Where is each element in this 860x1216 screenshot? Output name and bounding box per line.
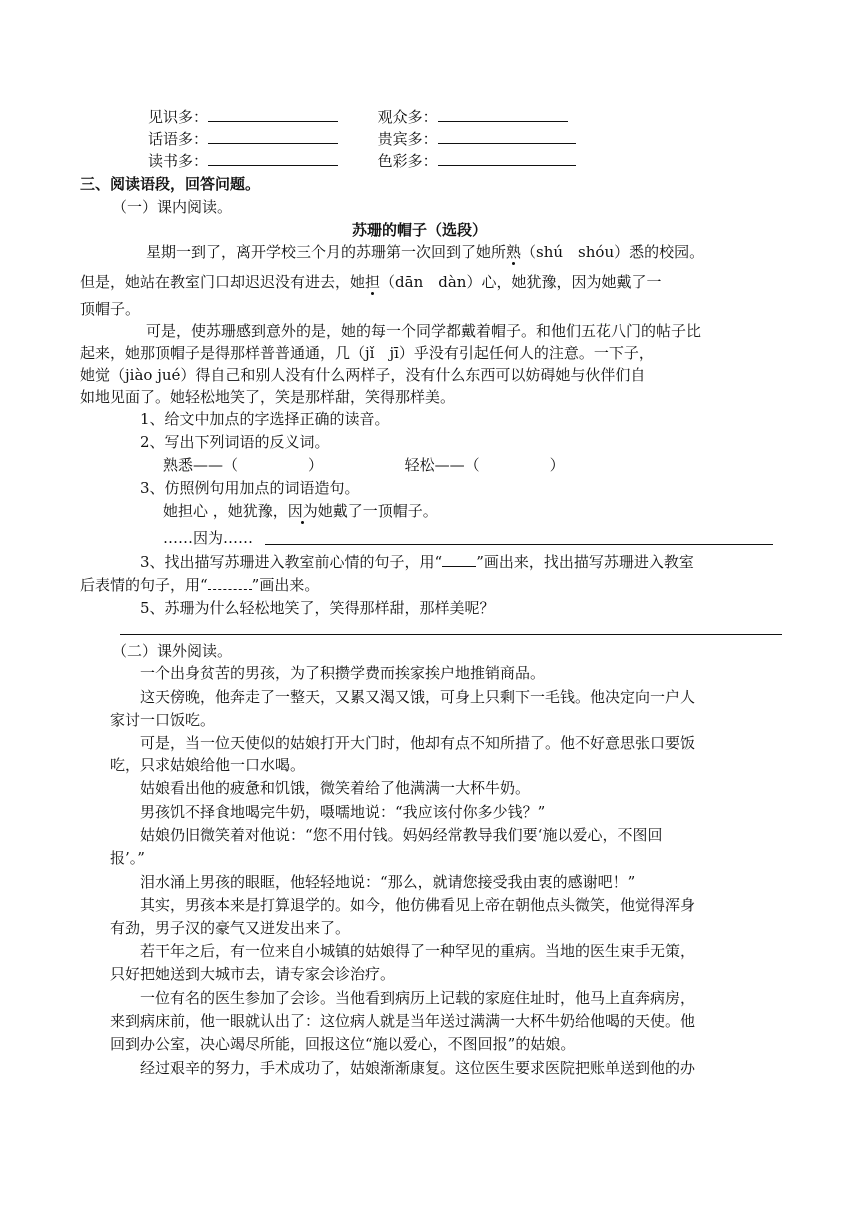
- question-3: 3、仿照例句用加点的词语造句。: [140, 479, 360, 497]
- story-line: 吃，只求姑娘给他一口水喝。: [110, 756, 306, 774]
- answer-line[interactable]: [265, 544, 773, 545]
- passage-line: 她觉（jiào jué）得自己和别人没有什么两样子，没有什么东西可以妨碍她与伙伴们自: [80, 366, 646, 384]
- passage-line: 起来，她那顶帽子是得那样普普通通，几（jǐ jī）乎没有引起任何人的注意。一下子，: [80, 344, 654, 362]
- story-line: 一位有名的医生参加了会诊。当他看到病历上记载的家庭住址时，他马上直奔病房，: [140, 989, 696, 1007]
- story-line: 泪水涌上男孩的眼眶，他轻轻地说：“那么，就请您接受我由衷的感谢吧！”: [140, 873, 636, 891]
- question-2: 2、写出下列词语的反义词。: [140, 433, 330, 451]
- answer-blank[interactable]: [208, 107, 338, 122]
- story-line: 回到办公室，决心竭尽所能，回报这位“施以爱心，不图回报”的姑娘。: [110, 1035, 576, 1053]
- story-line: 经过艰辛的努力，手术成功了，姑娘渐渐康复。这位医生要求医院把账单送到他的办: [140, 1059, 696, 1077]
- passage-line: 但是，她站在教室门口却迟迟没有进去，她担（dān dàn）心，她犹豫，因为她戴了一: [80, 273, 662, 291]
- answer-blank[interactable]: [208, 151, 338, 166]
- question-1: 1、给文中加点的字选择正确的读音。: [140, 410, 390, 428]
- dotted-char: 担: [365, 273, 381, 291]
- passage-line: 如地见面了。她轻松地笑了，笑是那样甜，笑得那样美。: [80, 388, 456, 406]
- story-line: 报’。”: [110, 849, 145, 867]
- vocab-label: 话语多：: [148, 130, 209, 148]
- vocab-row-1: [148, 106, 568, 128]
- example-sentence: 她担心 ，她犹豫，因为她戴了一顶帽子。: [163, 502, 438, 520]
- answer-line[interactable]: [120, 634, 782, 635]
- vocab-label: 贵宾多：: [377, 130, 438, 148]
- story-line: 可是，当一位天使似的姑娘打开大门时，他却有点不知所措了。他不好意思张口要饭: [140, 734, 696, 752]
- vocab-row-3: [148, 150, 576, 172]
- vocab-label: 见识多：: [148, 108, 209, 126]
- story-line: 家讨一口饭吃。: [110, 711, 216, 729]
- story-line: 若干年之后，有一位来自小城镇的姑娘得了一种罕见的重病。当地的医生束手无策，: [140, 942, 696, 960]
- story-line: 一个出身贫苦的男孩，为了积攒学费而挨家挨户地推销商品。: [140, 664, 546, 682]
- wavy-underline-sample: [208, 577, 252, 590]
- passage-title: 苏珊的帽子（选段）: [352, 221, 488, 239]
- answer-blank[interactable]: [438, 151, 576, 166]
- vocab-label: 读书多：: [148, 152, 209, 170]
- solid-underline-sample: [442, 554, 476, 567]
- sentence-pattern: ……因为……: [163, 529, 254, 547]
- vocab-label: 色彩多：: [377, 152, 438, 170]
- story-line: 男孩饥不择食地喝完牛奶，嗫嚅地说：“我应该付你多少钱？”: [140, 803, 546, 821]
- story-line: 来到病床前，他一眼就认出了：这位病人就是当年送过满满一大杯牛奶给他喝的天使。他: [110, 1012, 696, 1030]
- story-line: 姑娘仍旧微笑着对他说：“您不用付钱。妈妈经常教导我们要‘施以爱心，不图回: [140, 826, 663, 844]
- section-heading: 三、阅读语段，回答问题。: [80, 175, 261, 193]
- passage-line: 可是，使苏珊感到意外的是，她的每一个同学都戴着帽子。和他们五花八门的帖子比: [146, 322, 702, 340]
- part1-heading: （一）课内阅读。: [112, 198, 233, 216]
- question-5: 5、苏珊为什么轻松地笑了，笑得那样甜，那样美呢？: [140, 599, 495, 617]
- answer-blank[interactable]: [438, 107, 568, 122]
- story-line: 这天傍晚，他奔走了一整天，又累又渴又饿，可身上只剩下一毛钱。他决定向一户人: [140, 688, 696, 706]
- vocab-row-2: [148, 128, 576, 150]
- story-line: 只好把她送到大城市去，请专家会诊治疗。: [110, 965, 396, 983]
- dotted-word: 因为: [287, 502, 318, 520]
- answer-blank[interactable]: [438, 129, 576, 144]
- story-line: 姑娘看出他的疲惫和饥饿，微笑着给了他满满一大杯牛奶。: [140, 779, 531, 797]
- antonym-row: 熟悉——（ ） 轻松——（ ）: [163, 456, 565, 474]
- dotted-char: 熟: [506, 243, 522, 261]
- story-line: 有劲，男子汉的豪气又迸发出来了。: [110, 919, 351, 937]
- vocab-label: 观众多：: [377, 108, 438, 126]
- answer-blank[interactable]: [208, 129, 338, 144]
- question-4: 3、找出描写苏珊进入教室前心情的句子，用“ ”画出来，找出描写苏珊进入教室: [140, 553, 694, 571]
- passage-line: 星期一到了，离开学校三个月的苏珊第一次回到了她所熟（shú shóu）悉的校园。: [146, 243, 705, 261]
- part2-heading: （二）课外阅读。: [112, 642, 233, 660]
- question-4-cont: 后表情的句子，用“ ”画出来。: [80, 576, 320, 594]
- story-line: 其实，男孩本来是打算退学的。如今，他仿佛看见上帝在朝他点头微笑，他觉得浑身: [140, 896, 696, 914]
- passage-line: 顶帽子。: [80, 300, 141, 318]
